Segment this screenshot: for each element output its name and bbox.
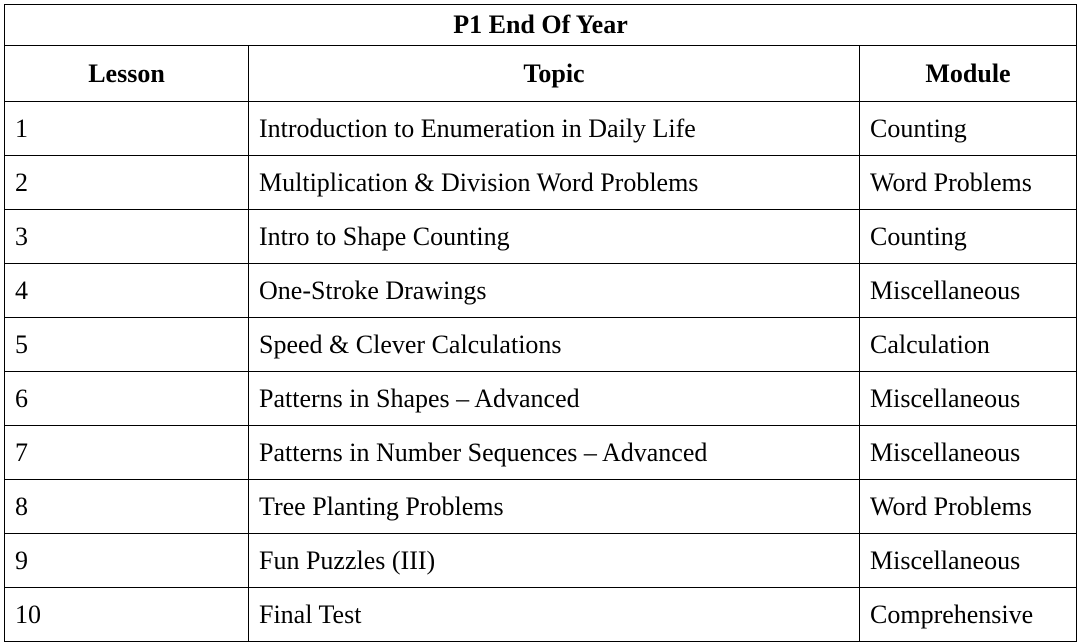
cell-module: Miscellaneous — [860, 264, 1077, 318]
cell-lesson: 3 — [5, 210, 249, 264]
cell-topic: Multiplication & Division Word Problems — [249, 156, 860, 210]
table-row — [5, 102, 1077, 156]
cell-module: Miscellaneous — [860, 372, 1077, 426]
table-row — [5, 480, 1077, 534]
cell-lesson: 5 — [5, 318, 249, 372]
cell-topic: Fun Puzzles (III) — [249, 534, 860, 588]
cell-lesson: 6 — [5, 372, 249, 426]
header-lesson: Lesson — [5, 46, 249, 102]
cell-topic: One-Stroke Drawings — [249, 264, 860, 318]
table-row — [5, 156, 1077, 210]
table-row — [5, 264, 1077, 318]
cell-module: Word Problems — [860, 156, 1077, 210]
header-module: Module — [860, 46, 1077, 102]
table-row — [5, 588, 1077, 642]
cell-lesson: 9 — [5, 534, 249, 588]
cell-module: Miscellaneous — [860, 426, 1077, 480]
cell-topic: Patterns in Number Sequences – Advanced — [249, 426, 860, 480]
cell-module: Word Problems — [860, 480, 1077, 534]
cell-lesson: 8 — [5, 480, 249, 534]
header-topic: Topic — [249, 46, 860, 102]
table-row — [5, 372, 1077, 426]
cell-module: Comprehensive — [860, 588, 1077, 642]
table-row — [5, 426, 1077, 480]
table-title: P1 End Of Year — [5, 5, 1077, 46]
cell-lesson: 4 — [5, 264, 249, 318]
cell-module: Counting — [860, 210, 1077, 264]
cell-topic: Final Test — [249, 588, 860, 642]
cell-module: Miscellaneous — [860, 534, 1077, 588]
cell-lesson: 2 — [5, 156, 249, 210]
cell-module: Counting — [860, 102, 1077, 156]
cell-lesson: 10 — [5, 588, 249, 642]
cell-lesson: 1 — [5, 102, 249, 156]
table-header-row — [5, 46, 1077, 102]
cell-topic: Patterns in Shapes – Advanced — [249, 372, 860, 426]
cell-module: Calculation — [860, 318, 1077, 372]
table-row — [5, 534, 1077, 588]
cell-topic: Tree Planting Problems — [249, 480, 860, 534]
cell-topic: Intro to Shape Counting — [249, 210, 860, 264]
lesson-schedule-table — [4, 4, 1077, 642]
table-row — [5, 318, 1077, 372]
cell-lesson: 7 — [5, 426, 249, 480]
cell-topic: Speed & Clever Calculations — [249, 318, 860, 372]
table-title-row — [5, 5, 1077, 46]
table-row — [5, 210, 1077, 264]
cell-topic: Introduction to Enumeration in Daily Life — [249, 102, 860, 156]
